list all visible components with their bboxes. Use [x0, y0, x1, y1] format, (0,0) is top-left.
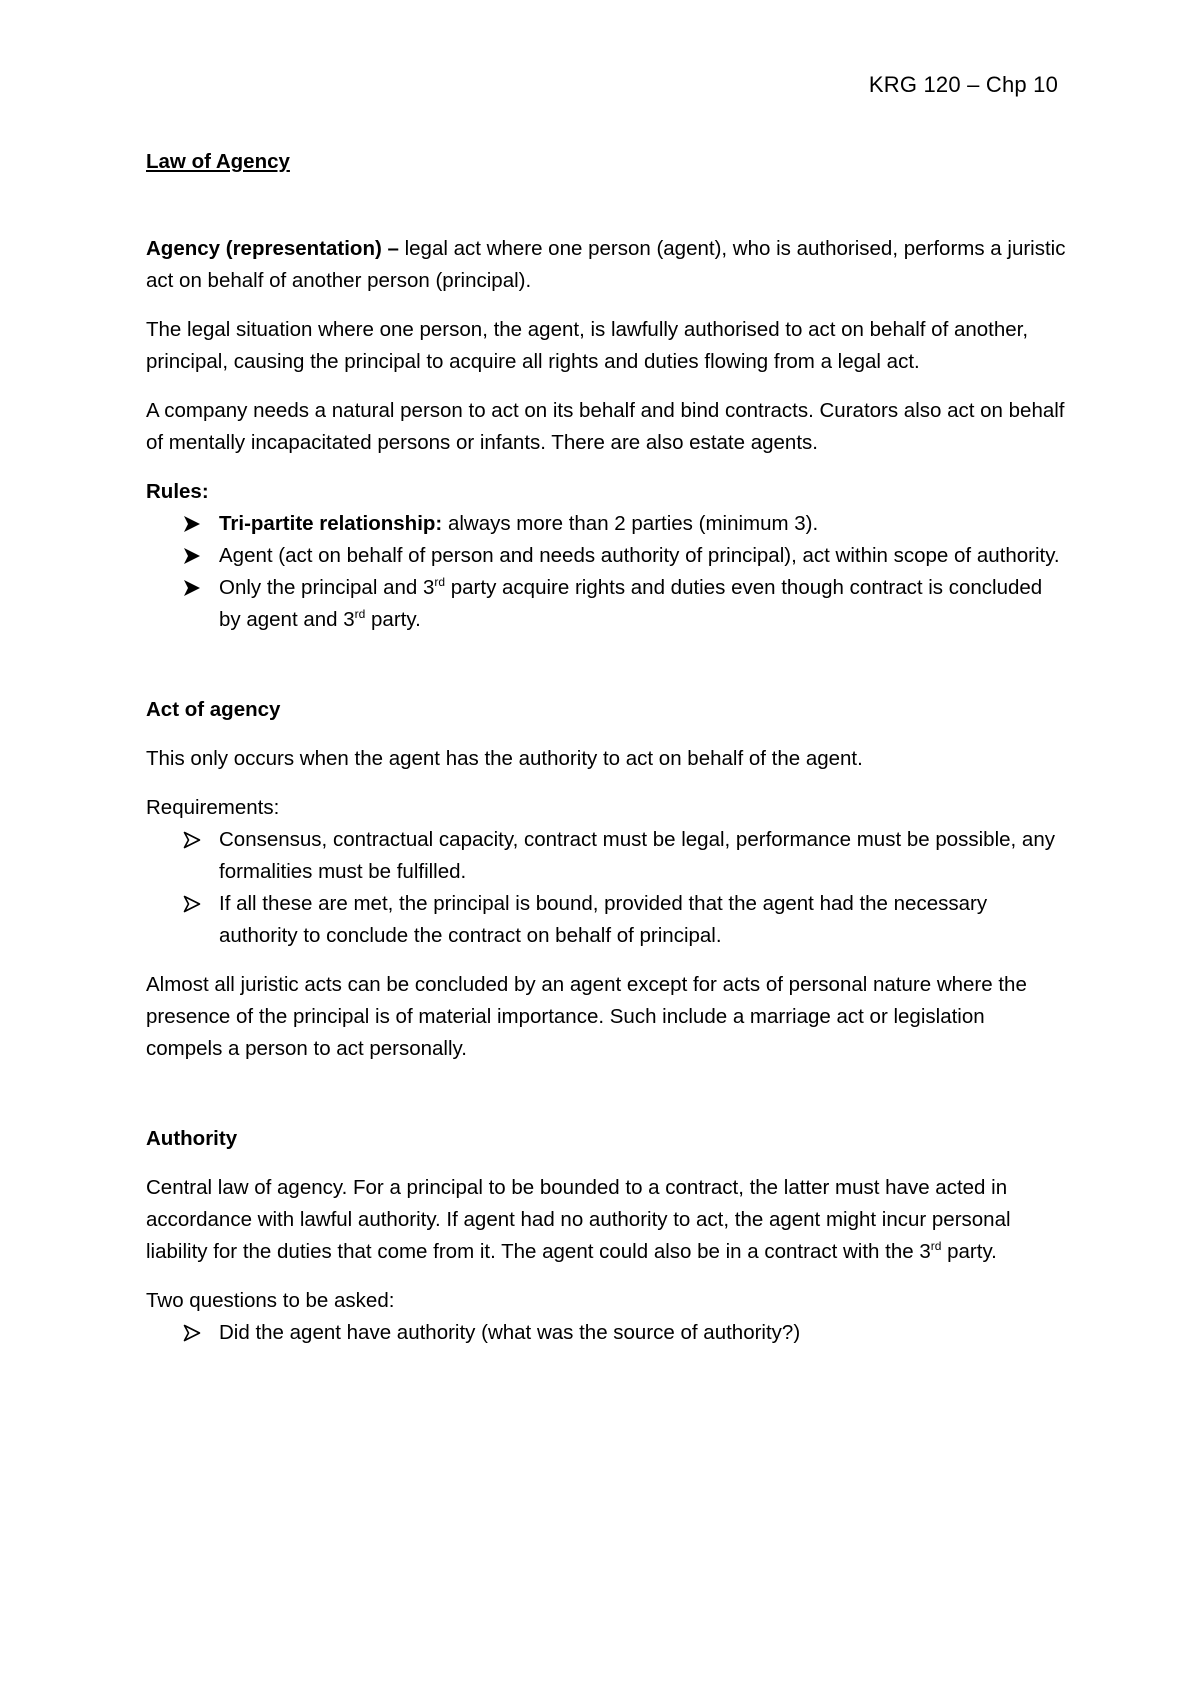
- arrowhead-filled-icon: [183, 572, 207, 604]
- rule-1-text: always more than 2 parties (minimum 3).: [442, 512, 819, 535]
- list-item: [146, 1317, 1066, 1349]
- list-item: [146, 572, 1066, 636]
- requirements-label: Requirements:: [146, 796, 280, 819]
- arrowhead-outline-icon: [183, 888, 207, 920]
- authority-superscript: rd: [930, 1239, 942, 1254]
- requirements-list: [146, 824, 1066, 952]
- rule-3-text-a: Only the principal and 3: [219, 576, 435, 599]
- list-item: [146, 888, 1066, 952]
- authority-text-a: Central law of agency. For a principal to be bounded to a contract, the latter must have acted in accordance with lawful authority. If agent had no authority to act, the agent might incur personal liability for the duties that come from it. The agent could also be in a contract with the 3: [146, 1176, 1011, 1263]
- question-1-text: Did the agent have authority (what was the source of authority?): [219, 1321, 801, 1344]
- list-item: [146, 508, 1066, 540]
- rules-list: [146, 508, 1066, 636]
- arrowhead-outline-icon: [183, 824, 207, 856]
- intro-paragraph-3: A company needs a natural person to act on its behalf and bind contracts. Curators also act on behalf of mentally incapacitated persons or infants. There are also estate agents.: [146, 399, 1065, 454]
- act-of-agency-heading: Act of agency: [146, 698, 281, 721]
- rule-3-superscript-1: rd: [434, 575, 446, 590]
- requirement-1-text: Consensus, contractual capacity, contract must be legal, performance must be possible, any formalities must be fulfilled.: [219, 828, 1055, 883]
- list-item: [146, 824, 1066, 888]
- list-item: [146, 540, 1066, 572]
- document-title: Law of Agency: [146, 150, 290, 173]
- rule-3-text-b: party acquire rights and duties even though contract is concluded by agent and 3: [219, 576, 1043, 631]
- act-of-agency-paragraph: This only occurs when the agent has the authority to act on behalf of the agent.: [146, 747, 863, 770]
- rule-2-text: Agent (act on behalf of person and needs authority of principal), act within scope of authority.: [219, 544, 1060, 567]
- arrowhead-filled-icon: [183, 508, 207, 540]
- authority-text-b: party.: [941, 1240, 997, 1263]
- authority-paragraph: [146, 1172, 1066, 1268]
- questions-label: Two questions to be asked:: [146, 1289, 395, 1312]
- definition-paragraph: [146, 233, 1066, 297]
- page-header: KRG 120 – Chp 10: [868, 72, 1058, 97]
- rule-3-text-c: party.: [365, 608, 421, 631]
- intro-paragraph-2: The legal situation where one person, the agent, is lawfully authorised to act on behalf of another, principal, causing the principal to acquire all rights and duties flowing from a legal act.: [146, 318, 1029, 373]
- arrowhead-outline-icon: [183, 1317, 207, 1349]
- act-of-agency-paragraph-2: Almost all juristic acts can be concluded by an agent except for acts of personal nature where the presence of the principal is of material importance. Such include a marriage act or legislation compels a person to act personally.: [146, 973, 1027, 1060]
- definition-term: Agency (representation) –: [146, 237, 399, 260]
- rule-3-superscript-2: rd: [354, 607, 366, 622]
- document-body: [146, 148, 1066, 1349]
- rule-1-term: Tri-partite relationship:: [219, 512, 443, 535]
- questions-list: [146, 1317, 1066, 1349]
- arrowhead-filled-icon: [183, 540, 207, 572]
- authority-heading: Authority: [146, 1127, 238, 1150]
- requirement-2-text: If all these are met, the principal is bound, provided that the agent had the necessary authority to conclude the contract on behalf of principal.: [219, 892, 988, 947]
- definition-text: legal act where one person (agent), who is authorised, performs a juristic act on behalf of another person (principal).: [146, 237, 1066, 292]
- rules-heading: Rules:: [146, 480, 209, 503]
